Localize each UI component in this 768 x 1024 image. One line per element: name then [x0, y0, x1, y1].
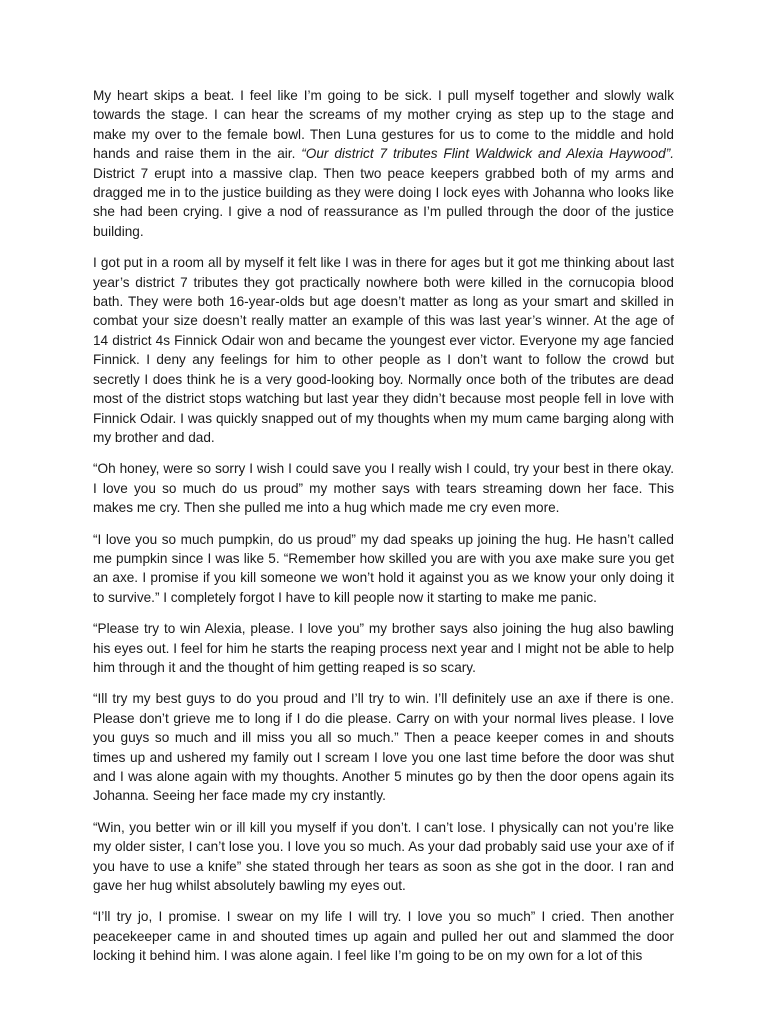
paragraph-1 [93, 86, 674, 241]
document-page [93, 86, 674, 1024]
paragraph-1-italic-quote: “Our district 7 tributes Flint Waldwick and Alexia Haywood”. [301, 146, 674, 162]
paragraph-8: “I’ll try jo, I promise. I swear on my life I will try. I love you so much” I cried. Then another peacekeeper came in and shouted times up again and pulled her out and slammed the door locking it behind him. I was alone again. I feel like I’m going to be on my own for a lot of this [93, 909, 674, 964]
paragraph-3: “Oh honey, were so sorry I wish I could save you I really wish I could, try your best in there okay. I love you so much do us proud” my mother says with tears streaming down her face. This makes me cry. Then she pulled me into a hug which made me cry even more. [93, 461, 674, 516]
paragraph-4: “I love you so much pumpkin, do us proud” my dad speaks up joining the hug. He hasn’t called me pumpkin since I was like 5. “Remember how skilled you are with you axe make sure you get an axe. I promise if you kill someone we won’t hold it against you as we know your only doing it to survive.” I completely forgot I have to kill people now it starting to make me panic. [93, 531, 674, 605]
paragraph-7: “Win, you better win or ill kill you myself if you don’t. I can’t lose. I physically can not you’re like my older sister, I can’t lose you. I love you so much. As your dad probably said use your axe of if you have to use a knife” she stated through her tears as soon as she got in the door. I ran and gave her hug whilst absolutely bawling my eyes out. [93, 819, 674, 894]
paragraph-6: “Ill try my best guys to do you proud and I’ll try to win. I’ll definitely use an axe if there is one. Please don’t grieve me to long if I do die please. Carry on with your normal lives please. I love you guys so much and ill miss you all so much.” Then a peace keeper comes in and shouts times up and ushered my family out I scream I love you one last time before the door was shut and I was alone again with my thoughts. Another 5 minutes go by then the door opens again its Johanna. Seeing her face made my cry instantly. [93, 691, 674, 804]
paragraph-1-text-end: District 7 erupt into a massive clap. Then two peace keepers grabbed both of my arms and dragged me in to the justice building as they were doing I lock eyes with Johanna who looks like she had been crying. I give a nod of reassurance as I’m pulled through the door of the justice building. [93, 165, 674, 239]
paragraph-5: “Please try to win Alexia, please. I love you” my brother says also joining the hug also bawling his eyes out. I feel for him he starts the reaping process next year and I might not be able to help him through it and the thought of him getting reaped is so scary. [93, 621, 674, 675]
paragraph-1-text-start: My heart skips a beat. I feel like I’m going to be sick. I pull myself together and slowly walk towards the stage. I can hear the screams of my mother crying as step up to the stage and make my over to the female bowl. Then Luna gestures for us to come to the middle and hold hands and raise them in the air. [93, 88, 674, 162]
paragraph-2: I got put in a room all by myself it felt like I was in there for ages but it got me thinking about last year’s district 7 tributes they got practically nowhere both were killed in the cornucopia blood bath. They were both 16-year-olds but age doesn’t matter as long as your smart and skilled in combat your size doesn’t really matter an example of this was last year’s winner. At the age of 14 district 4s Finnick Odair won and became the youngest ever victor. Everyone my age fancied Finnick. I deny any feelings for him to other people as I don’t want to follow the crowd but secretly I does think he is a very good-looking boy. Normally once both of the tributes are dead most of the district stops watching but last year they didn’t because most people fell in love with Finnick Odair. I was quickly snapped out of my thoughts when my mum came barging along with my brother and dad. [93, 255, 674, 445]
